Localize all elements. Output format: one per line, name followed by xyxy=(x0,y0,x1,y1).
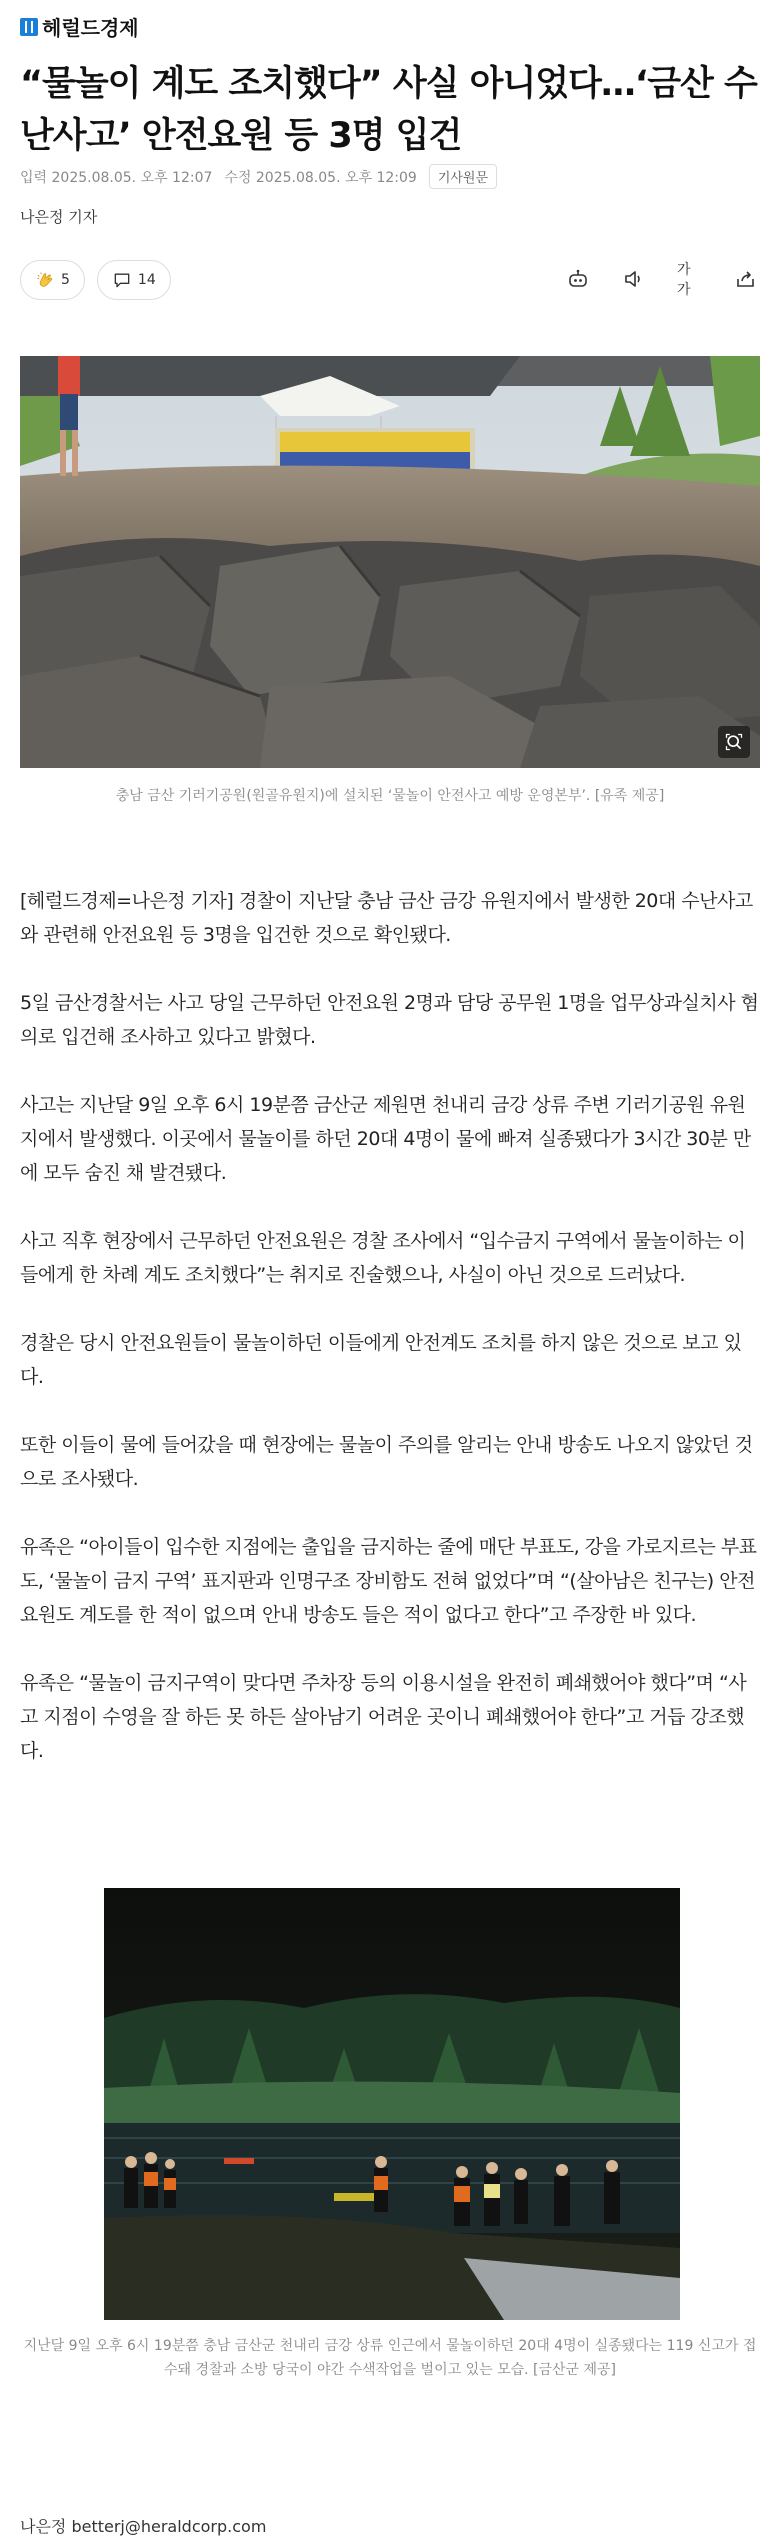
reporter-name[interactable]: 나은정 기자 xyxy=(20,208,98,226)
article-meta xyxy=(20,164,497,189)
article-paragraph: [헤럴드경제=나은정 기자] 경찰이 지난달 충남 금산 금강 유원지에서 발생한 20대 수난사고와 관련해 안전요원 등 3명을 입건한 것으로 확인됐다. xyxy=(20,890,753,946)
speaker-icon xyxy=(622,267,646,291)
zoom-icon xyxy=(724,732,744,752)
article-paragraph: 유족은 “물놀이 금지구역이 맞다면 주차장 등의 이용시설을 완전히 폐쇄했어야 했다”며 “사고 지점이 수영을 잘 하든 못 하든 살아남기 어려운 곳이니 폐쇄했어야 한다”고 거듭 강조했다. xyxy=(20,1672,747,1762)
article-headline: “물놀이 계도 조치했다” 사실 아니었다…‘금산 수난사고’ 안전요원 등 3명 입건 xyxy=(20,64,757,156)
reporter-email[interactable]: 나은정 betterj@heraldcorp.com xyxy=(20,2517,267,2536)
photo-caption-riverside: 충남 금산 기러기공원(원골유원지)에 설치된 ‘물놀이 안전사고 예방 운영본부’. [유족 제공] xyxy=(115,788,665,804)
share-icon xyxy=(734,267,758,291)
brand-name: 헤럴드경제 xyxy=(42,16,139,40)
article-paragraph: 사고는 지난달 9일 오후 6시 19분쯤 금산군 제원면 천내리 금강 상류 주변 기러기공원 유원지에서 발생했다. 이곳에서 물놀이를 하던 20대 4명이 물에 빠져 실종됐다가 3시간 30분 만에 모두 숨진 채 발견됐다. xyxy=(20,1094,751,1184)
article-photo-night-search[interactable] xyxy=(104,1888,680,2320)
listen-button[interactable] xyxy=(621,266,647,292)
comment-icon xyxy=(112,270,132,290)
article-paragraph: 사고 직후 현장에서 근무하던 안전요원은 경찰 조사에서 “입수금지 구역에서 물놀이하는 이들에게 한 차례 계도 조치했다”는 취지로 진술했으나, 사실이 아닌 것으로 드러났다. xyxy=(20,1230,746,1286)
published-date: 입력 2025.08.05. 오후 12:07 xyxy=(20,169,213,186)
night-search-photo-image xyxy=(104,1888,680,2320)
like-button[interactable] xyxy=(20,260,85,300)
article-paragraph: 5일 금산경찰서는 사고 당일 근무하던 안전요원 2명과 담당 공무원 1명을 업무상과실치사 혐의로 입건해 조사하고 있다고 밝혔다. xyxy=(20,992,759,1048)
article-toolbar xyxy=(565,262,759,298)
comment-button[interactable] xyxy=(97,260,171,300)
comment-count: 14 xyxy=(137,272,156,288)
clap-icon xyxy=(35,270,55,290)
article-paragraph: 또한 이들이 물에 들어갔을 때 현장에는 물놀이 주의를 알리는 안내 방송도 나오지 않았던 것으로 조사됐다. xyxy=(20,1434,753,1490)
image-zoom-button[interactable] xyxy=(718,726,750,758)
article-paragraph: 경찰은 당시 안전요원들이 물놀이하던 이들에게 안전계도 조치를 하지 않은 것으로 보고 있다. xyxy=(20,1332,742,1388)
source-link-badge[interactable]: 기사원문 xyxy=(429,164,497,189)
summary-button[interactable] xyxy=(565,266,591,292)
article-paragraph: 유족은 “아이들이 입수한 지점에는 출입을 금지하는 줄에 매단 부표도, 강을 가로지르는 부표도, ‘물놀이 금지 구역’ 표지판과 인명구조 장비함도 전혀 없었다”며 “(살아남은 친구는) 안전요원도 계도를 한 적이 없으며 안내 방송도 들은 적이 없다고 한다”고 주장한 바 있다. xyxy=(20,1536,757,1626)
brand-logo[interactable] xyxy=(20,12,139,41)
modified-date: 수정 2025.08.05. 오후 12:09 xyxy=(224,169,417,186)
article-body xyxy=(20,884,760,1802)
robot-summary-icon xyxy=(566,267,590,291)
text-size-button[interactable] xyxy=(677,262,703,298)
text-size-icon: 가가 xyxy=(677,262,691,298)
photo-caption-night-search: 지난달 9일 오후 6시 19분쯤 충남 금산군 천내리 금강 상류 인근에서 물놀이하던 20대 4명이 실종됐다는 119 신고가 접수돼 경찰과 소방 당국이 야간 수색작업을 벌이고 있는 모습. [금산군 제공] xyxy=(23,2338,757,2378)
brand-logo-icon xyxy=(20,18,38,36)
share-button[interactable] xyxy=(733,266,759,292)
article-photo-riverside[interactable] xyxy=(20,356,760,768)
reaction-chips xyxy=(20,260,171,300)
riverside-photo-image xyxy=(20,356,760,768)
like-count: 5 xyxy=(61,272,70,288)
